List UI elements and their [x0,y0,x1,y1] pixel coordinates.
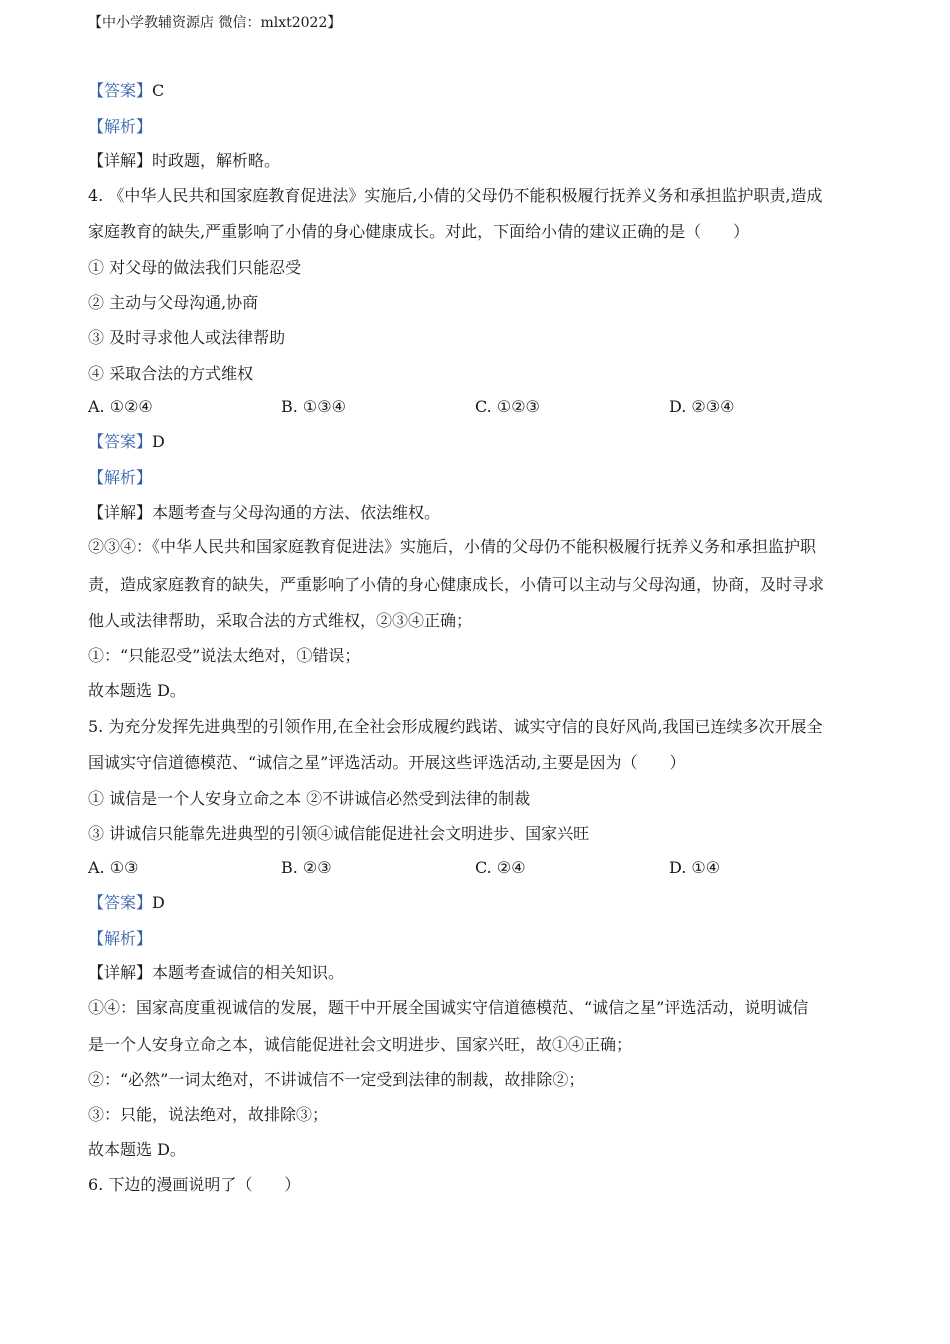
q4-conclusion: 故本题选 D。 [88,681,186,700]
detail-label: 【详解】 [88,963,153,982]
q4-stem-line-2: 家庭教育的缺失,严重影响了小倩的身心健康成长。对此，下面给小倩的建议正确的是（ ） [88,222,750,241]
q5-option-d: D. ①④ [669,858,721,877]
q5-explanation-4: ③：只能，说法绝对，故排除③； [88,1105,329,1124]
q4-item-4: ④ 采取合法的方式维权 [88,364,254,383]
q4-item-3: ③ 及时寻求他人或法律帮助 [88,328,286,347]
q3-detail-line [88,151,280,171]
q4-option-b: B. ①③④ [281,397,346,416]
answer-label: 【答案】 [88,432,153,451]
q3-answer: C [152,81,165,100]
answer-label: 【答案】 [88,81,153,100]
q5-explanation-3: ②：“必然”一词太绝对，不讲诚信不一定受到法律的制裁，故排除②； [88,1070,585,1089]
q4-explanation-4: ①：“只能忍受”说法太绝对，①错误； [88,646,361,665]
detail-label: 【详解】 [88,503,153,522]
q5-detail: 本题考查诚信的相关知识。 [152,963,345,982]
q3-detail: 时政题，解析略。 [152,151,281,170]
q4-option-a: A. ①②④ [88,397,153,416]
q5-item-2: ③ 讲诚信只能靠先进典型的引领④诚信能促进社会文明进步、国家兴旺 [88,824,590,843]
q4-explanation-3: 他人或法律帮助，采取合法的方式维权，②③④正确； [88,611,473,630]
detail-label: 【详解】 [88,151,153,170]
q4-stem-line-1: 4. 《中华人民共和国家庭教育促进法》实施后,小倩的父母仍不能积极履行抚养义务和承担监护职责,造成 [88,186,823,205]
q5-option-b: B. ②③ [281,858,332,877]
q5-analysis-label: 【解析】 [88,929,153,948]
q4-option-d: D. ②③④ [669,397,735,416]
q5-stem-line-2: 国诚实守信道德模范、“诚信之星”评选活动。开展这些评选活动,主要是因为（ ） [88,753,686,772]
q4-analysis-label: 【解析】 [88,468,153,487]
q4-explanation-1: ②③④：《中华人民共和国家庭教育促进法》实施后，小倩的父母仍不能积极履行抚养义务和承担监护职 [88,537,817,556]
q5-explanation-2: 是一个人安身立命之本，诚信能促进社会文明进步、国家兴旺，故①④正确； [88,1035,633,1054]
q5-answer: D [152,893,165,912]
q5-item-1: ① 诚信是一个人安身立命之本 ②不讲诚信必然受到法律的制裁 [88,789,531,808]
q4-item-2: ② 主动与父母沟通,协商 [88,293,259,312]
q4-item-1: ① 对父母的做法我们只能忍受 [88,258,302,277]
q5-detail-line [88,963,344,983]
q4-answer-line [88,432,165,452]
q3-analysis-label: 【解析】 [88,117,153,136]
q5-option-a: A. ①③ [88,858,139,877]
q6-stem: 6. 下边的漫画说明了（ ） [88,1175,301,1194]
q5-answer-line [88,893,165,913]
q5-conclusion: 故本题选 D。 [88,1140,186,1159]
answer-label: 【答案】 [88,893,153,912]
q4-detail-line [88,503,440,523]
q4-answer: D [152,432,165,451]
q4-explanation-2: 责，造成家庭教育的缺失，严重影响了小倩的身心健康成长，小倩可以主动与父母沟通，协商，及时寻求 [88,575,825,594]
q3-answer-line [88,81,164,101]
q4-detail: 本题考查与父母沟通的方法、依法维权。 [152,503,441,522]
q5-explanation-1: ①④：国家高度重视诚信的发展，题干中开展全国诚实守信道德模范、“诚信之星”评选活动，说明诚信 [88,998,809,1017]
q5-option-c: C. ②④ [475,858,526,877]
header-watermark: 【中小学教辅资源店 微信：mlxt2022】 [88,15,342,31]
q5-stem-line-1: 5. 为充分发挥先进典型的引领作用,在全社会形成履约践诺、诚实守信的良好风尚,我国已连续多次开展全 [88,717,823,736]
q4-option-c: C. ①②③ [475,397,540,416]
